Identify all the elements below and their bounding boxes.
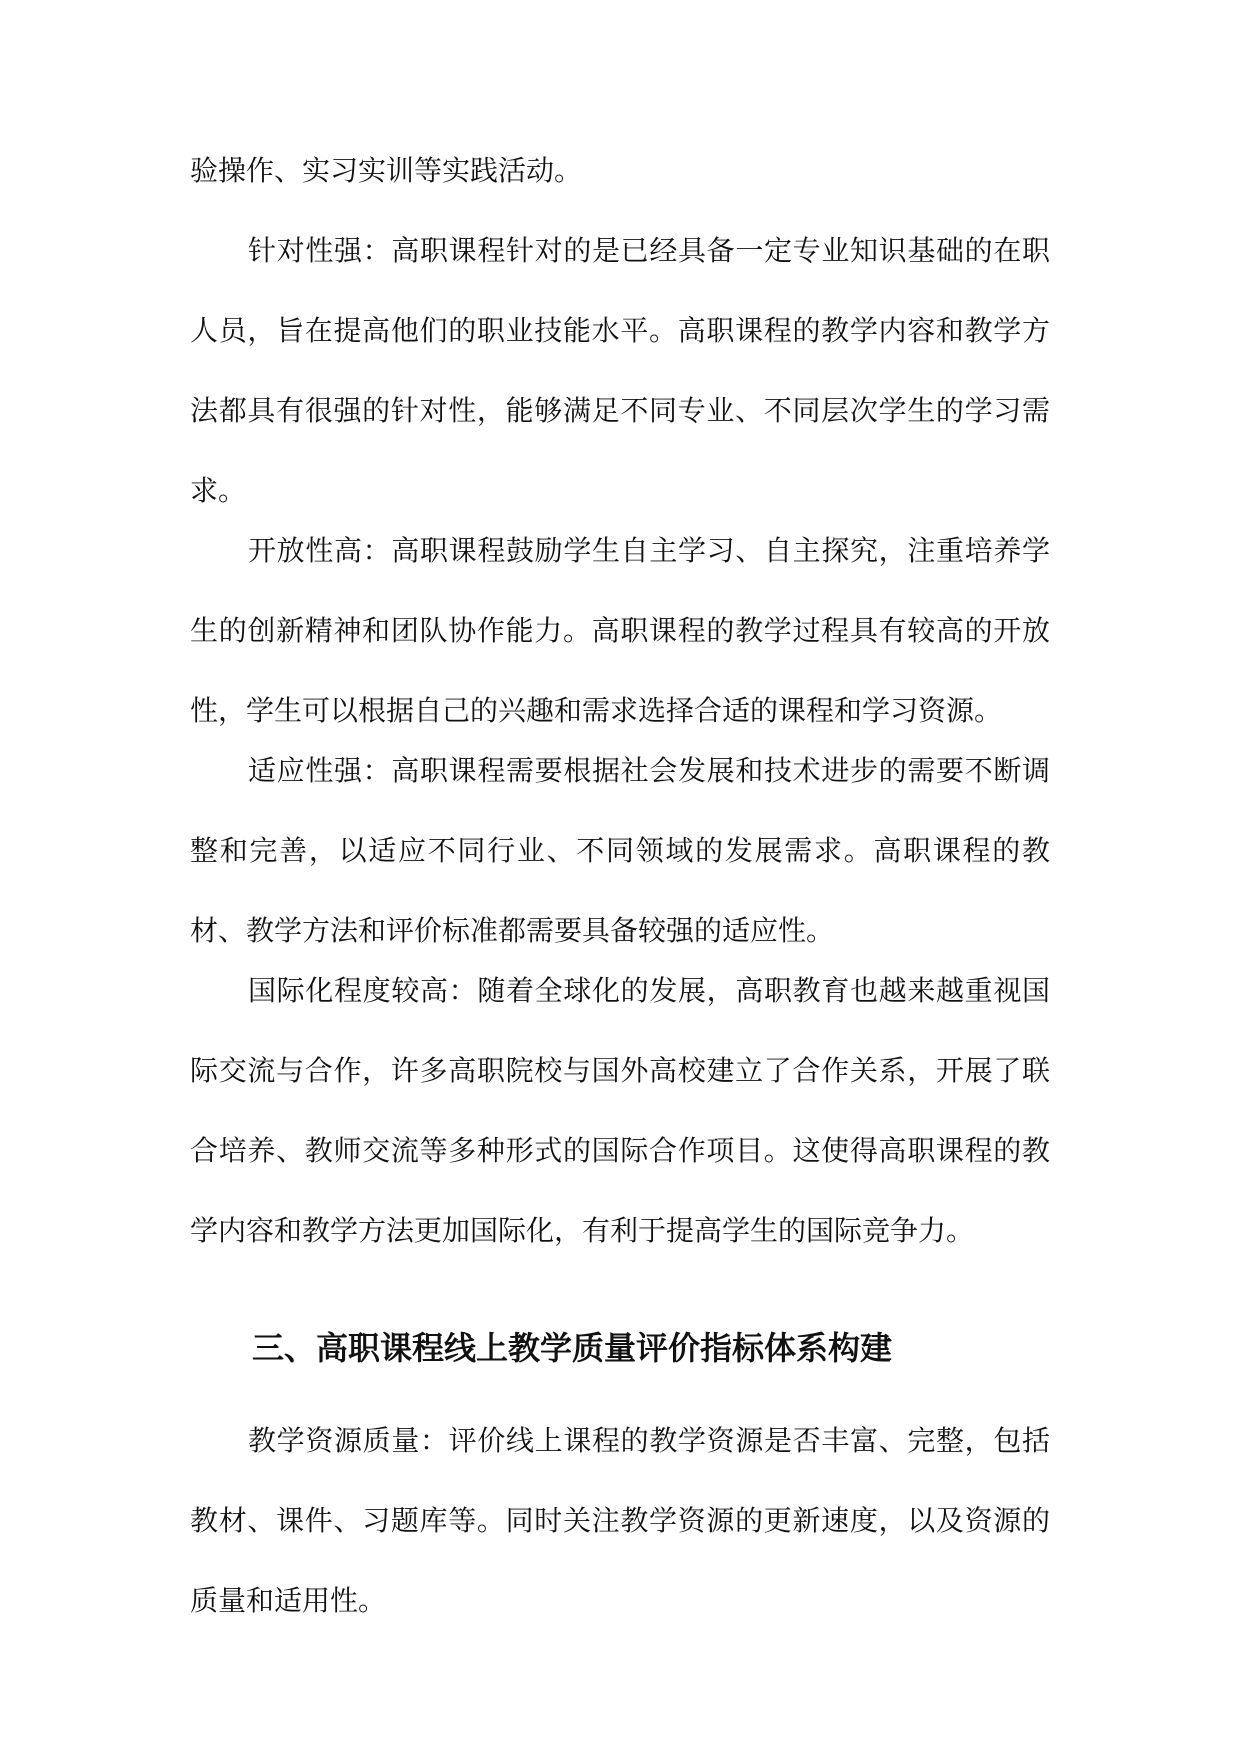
paragraph-openness: 开放性高：高职课程鼓励学生自主学习、自主探究，注重培养学生的创新精神和团队协作能力。高职课程的教学过程具有较高的开放性，学生可以根据自己的兴趣和需求选择合适的课程和学习资源。 [190,534,1050,727]
paragraph-adaptability: 适应性强：高职课程需要根据社会发展和技术进步的需要不断调整和完善，以适应不同行业、不同领域的发展需求。高职课程的教材、教学方法和评价标准都需要具备较强的适应性。 [190,754,1050,947]
paragraph-teaching-resources: 教学资源质量：评价线上课程的教学资源是否丰富、完整，包括教材、课件、习题库等。同时关注教学资源的更新速度，以及资源的质量和适用性。 [190,1424,1050,1617]
paragraph-continuation: 验操作、实习实训等实践活动。 [190,154,583,187]
paragraph-internationalization: 国际化程度较高：随着全球化的发展，高职教育也越来越重视国际交流与合作，许多高职院校与国外高校建立了合作关系，开展了联合培养、教师交流等多种形式的国际合作项目。这使得高职课程的教学内容和教学方法更加国际化，有利于提高学生的国际竞争力。 [190,974,1050,1247]
paragraph-targeted: 针对性强：高职课程针对的是已经具备一定专业知识基础的在职人员，旨在提高他们的职业技能水平。高职课程的教学内容和教学方法都具有很强的针对性，能够满足不同专业、不同层次学生的学习需求。 [190,234,1050,507]
section-heading: 三、高职课程线上教学质量评价指标体系构建 [252,1329,893,1367]
